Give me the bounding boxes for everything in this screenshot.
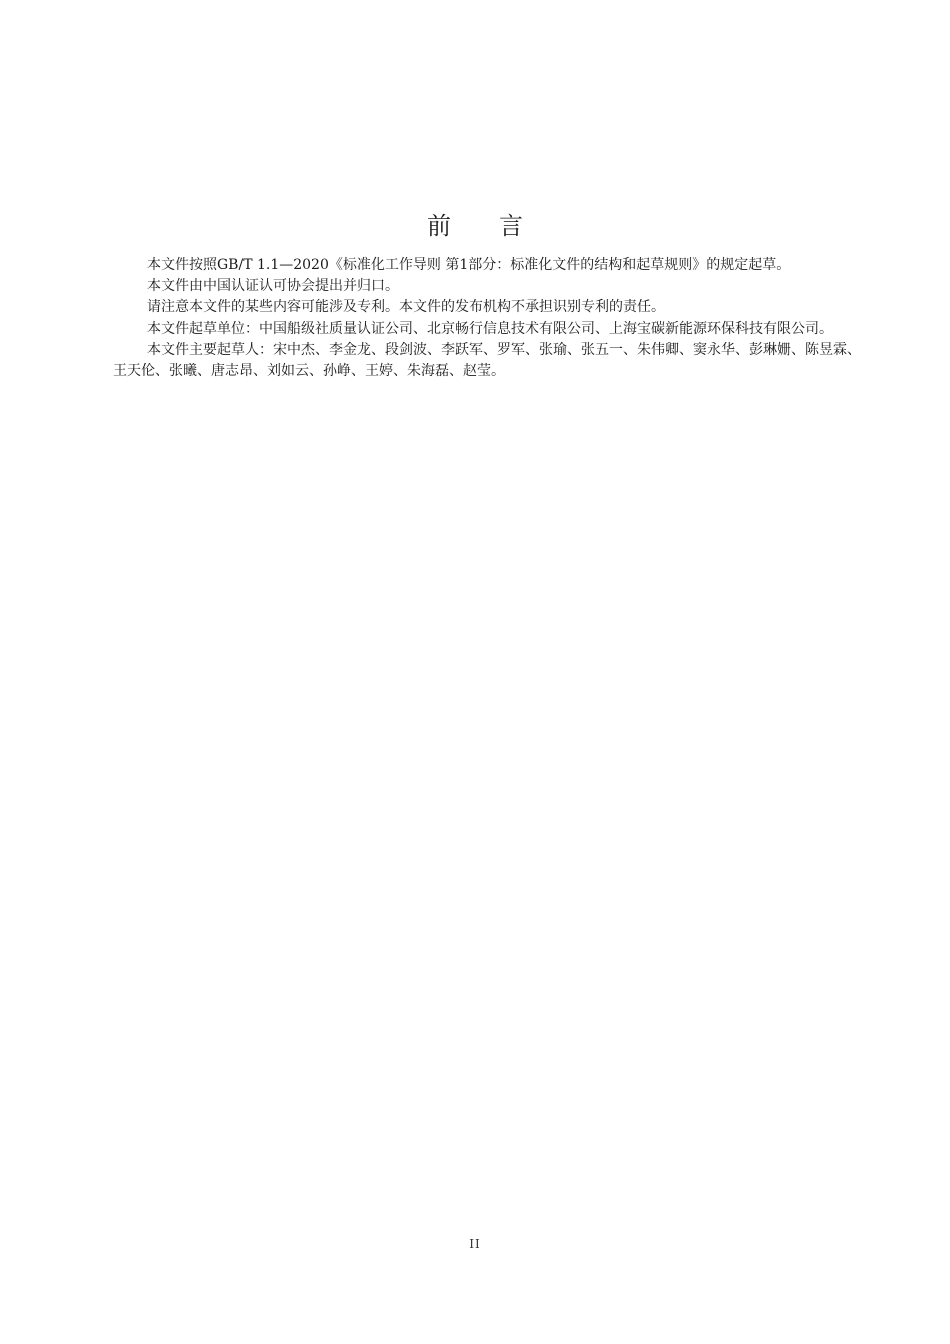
page-title xyxy=(0,210,950,242)
paragraph-standard-basis: 本文件按照GB/T 1.1—2020《标准化工作导则 第1部分：标准化文件的结构和起草规则》的规定起草。 xyxy=(147,257,791,273)
paragraph-proposer: 本文件由中国认证认可协会提出并归口。 xyxy=(147,278,399,295)
paragraph-drafting-units: 本文件起草单位：中国船级社质量认证公司、北京畅行信息技术有限公司、上海宝碳新能源环保科技有限公司。 xyxy=(147,320,833,337)
title-char-2: 言 xyxy=(499,212,523,241)
paragraph-patent-notice: 请注意本文件的某些内容可能涉及专利。本文件的发布机构不承担识别专利的责任。 xyxy=(147,299,665,316)
paragraph-drafters: 本文件主要起草人：宋中杰、李金龙、段剑波、李跃军、罗军、张瑜、张五一、朱伟卿、窦永华、彭琳姗、陈昱霖、王天伦、张曦、唐志昂、刘如云、孙峥、王婷、朱海磊、赵莹。 xyxy=(113,341,861,380)
title-char-1: 前 xyxy=(427,212,451,241)
page-number: II xyxy=(469,1237,481,1251)
foreword-body xyxy=(113,255,861,382)
